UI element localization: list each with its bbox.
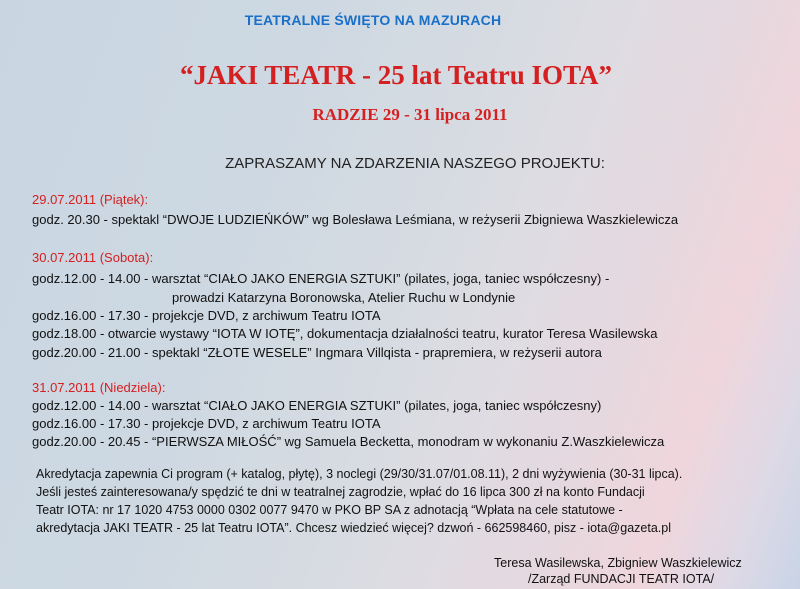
signature-names: Teresa Wasilewska, Zbigniew Waszkielewicz [494, 556, 742, 570]
info-line: Teatr IOTA: nr 17 1020 4753 0000 0302 0077 9470 w PKO BP SA z adnotacją “Wpłata na cele statutowe - [36, 503, 623, 517]
event-line: godz.16.00 - 17.30 - projekcje DVD, z archiwum Teatru IOTA [32, 308, 381, 323]
day-heading: 29.07.2011 (Piątek): [32, 192, 149, 207]
event-line: godz.20.00 - 20.45 - “PIERWSZA MIŁOŚĆ” wg Samuela Becketta, monodram w wykonaniu Z.Waszkielewicza [32, 434, 665, 449]
event-line: prowadzi Katarzyna Boronowska, Atelier Ruchu w Londynie [172, 290, 516, 305]
day-heading: 30.07.2011 (Sobota): [32, 250, 154, 265]
day-heading: 31.07.2011 (Niedziela): [32, 380, 166, 395]
event-line: godz.12.00 - 14.00 - warsztat “CIAŁO JAKO ENERGIA SZTUKI” (pilates, joga, taniec współczesny) [32, 398, 602, 413]
event-line: godz.20.00 - 21.00 - spektakl “ZŁOTE WESELE” Ingmara Villqista - prapremiera, w reżyserii autora [32, 345, 602, 360]
info-line: Jeśli jesteś zainteresowana/y spędzić te dni w teatralnej zagrodzie, wpłać do 16 lipca 300 zł na konto Fundacji [36, 485, 645, 499]
event-line: godz.16.00 - 17.30 - projekcje DVD, z archiwum Teatru IOTA [32, 416, 381, 431]
event-line: godz.12.00 - 14.00 - warsztat “CIAŁO JAKO ENERGIA SZTUKI” (pilates, joga, taniec współczesny) - [32, 271, 610, 286]
event-line: godz. 20.30 - spektakl “DWOJE LUDZIEŃKÓW” wg Bolesława Leśmiana, w reżyserii Zbigniewa Waszkielewicza [32, 212, 679, 227]
festival-heading: TEATRALNE ŚWIĘTO NA MAZURACH [244, 12, 502, 28]
invitation-text: ZAPRASZAMY NA ZDARZENIA NASZEGO PROJEKTU: [225, 155, 605, 172]
place-date: RADZIE 29 - 31 lipca 2011 [312, 105, 508, 124]
page-title: “JAKI TEATR - 25 lat Teatru IOTA” [179, 60, 613, 90]
signature-org: /Zarząd FUNDACJI TEATR IOTA/ [528, 572, 715, 586]
event-line: godz.18.00 - otwarcie wystawy “IOTA W IOTĘ”, dokumentacja działalności teatru, kurator Teresa Wasilewska [32, 326, 658, 341]
info-line: Akredytacja zapewnia Ci program (+ katalog, płytę), 3 noclegi (29/30/31.07/01.08.11), 2 dni wyżywienia (30-31 lipca). [36, 467, 683, 481]
info-line: akredytacja JAKI TEATR - 25 lat Teatru IOTA”. Chcesz wiedzieć więcej? dzwoń - 662598460, pisz - iota@gazeta.pl [36, 521, 671, 535]
